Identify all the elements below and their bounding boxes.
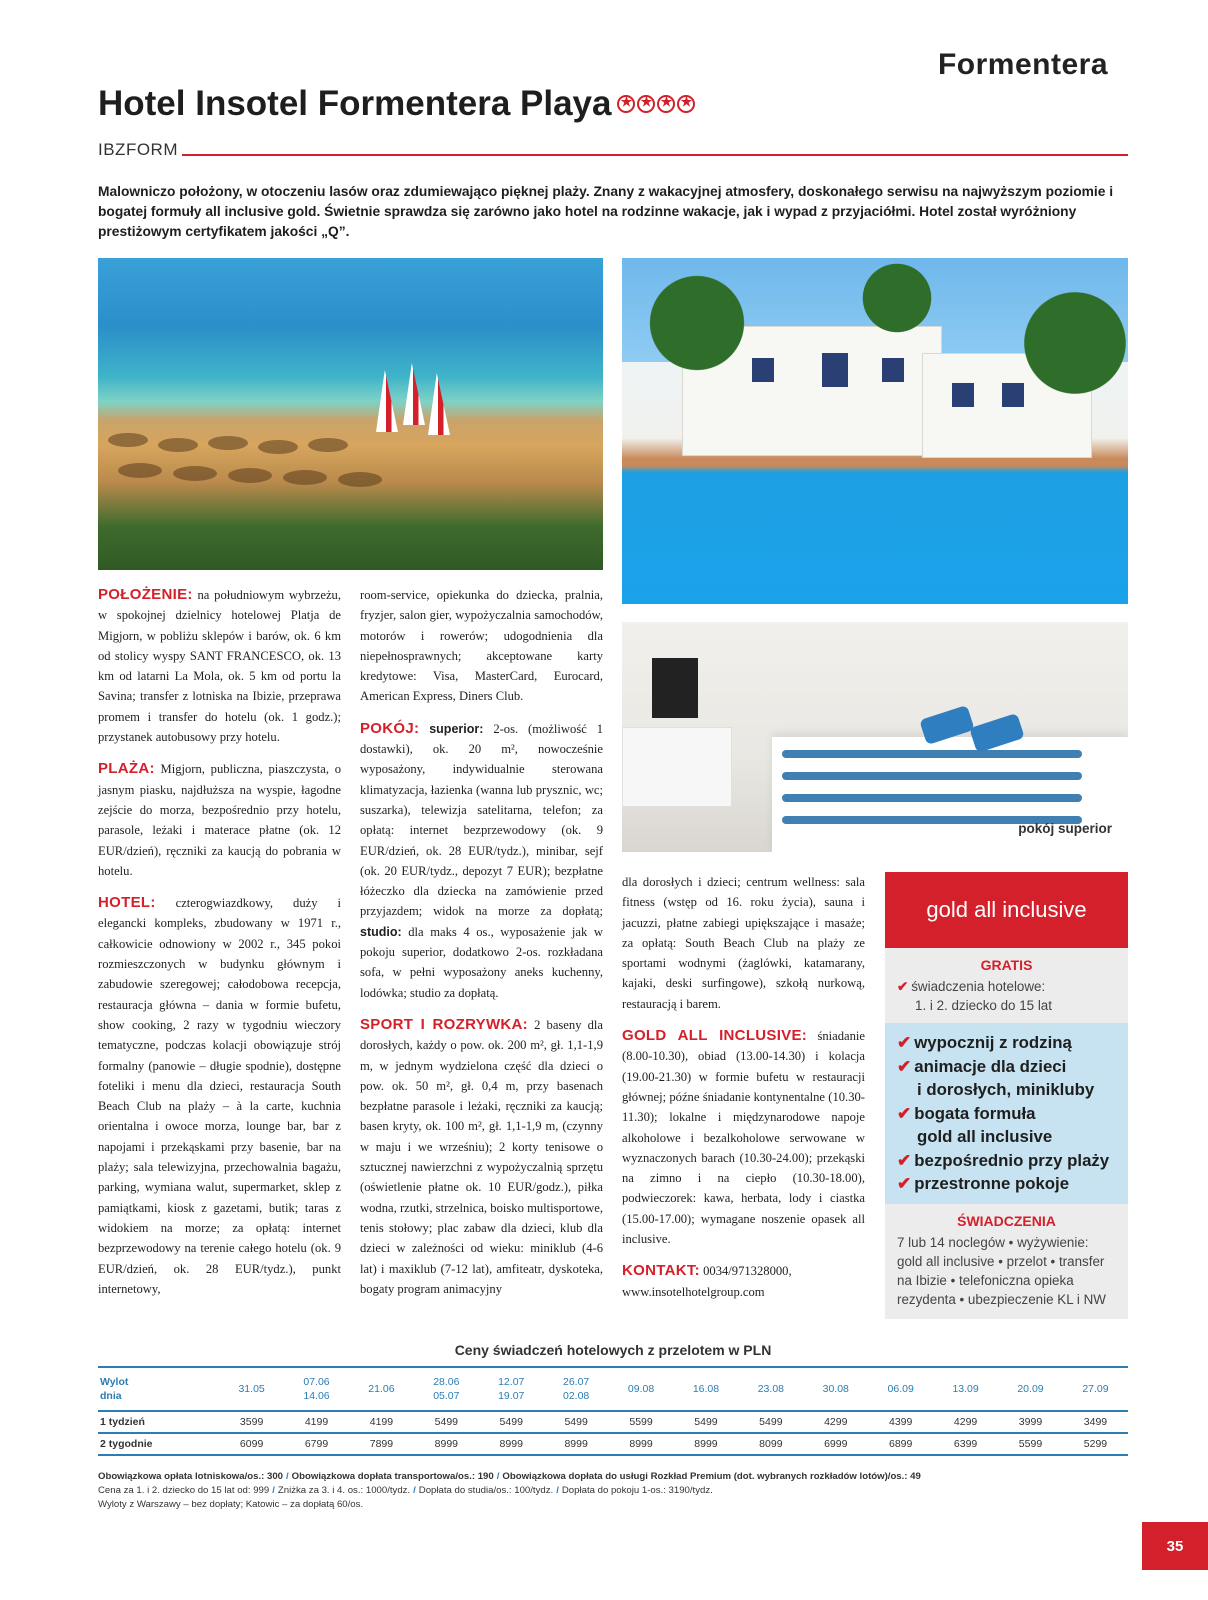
region-title: Formentera [937, 48, 1108, 81]
price-table-header [98, 1367, 1128, 1411]
star-icon [637, 95, 655, 113]
star-icon [677, 95, 695, 113]
feature-item: ✔ animacje dla dzieci [897, 1056, 1067, 1076]
section-title: POKÓJ: [360, 719, 420, 737]
section-title: HOTEL: [98, 894, 156, 912]
date-cell: 07.06 14.06 [284, 1367, 349, 1411]
gratis-line: 1. i 2. dziecko do 15 lat [915, 998, 1052, 1013]
check-icon: ✔ [897, 979, 909, 994]
sidebar-header: gold all inclusive [885, 872, 1128, 948]
section-gold [622, 1026, 865, 1249]
star-icon [657, 95, 675, 113]
section-hotel [98, 893, 341, 1299]
section-pokoj [360, 719, 603, 1003]
section-text: Migjorn, publiczna, piaszczysta, o jasnym piasku, najdłuższa na wyspie, łagodne zejście do morza, bezpośrednio przy hotelu, parasole, leżaki i materace płatne (ok. 12 EUR/dzień), ręczniki za kaucją do pobrania w hotelu. [98, 762, 341, 878]
section-title: PLAŻA: [98, 760, 155, 778]
column-2 [360, 585, 603, 1311]
section-kontakt [622, 1261, 865, 1302]
star-icon [617, 95, 635, 113]
gratis-line: świadczenia hotelowe: [911, 979, 1046, 994]
hotel-code: IBZFORM [98, 140, 178, 159]
room-photo [622, 622, 1128, 852]
table-row: 1 tydzień 3599 4199 4199 5499 5499 5499 5599 5499 5499 4299 4399 4299 3999 3499 [98, 1411, 1128, 1433]
note-line: Obowiązkowa opłata lotniskowa/os.: 300 / Obowiązkowa dopłata transportowa/os.: 190 / Obowiązkowa dopłata do usługi Rozkład Premium (dot. wybranych rozkładów lotów)/os.: 49 [98, 1471, 921, 1482]
date-cell: 20.09 [998, 1367, 1063, 1411]
check-icon: ✔ [897, 1103, 912, 1123]
section-title: SPORT I ROZRYWKA: [360, 1015, 528, 1033]
date-cell: 09.08 [609, 1367, 674, 1411]
table-row: 2 tygodnie 6099 6799 7899 8999 8999 8999 8999 8999 8099 6999 6899 6399 5599 5299 [98, 1433, 1128, 1455]
section-title: GOLD ALL INCLUSIVE: [622, 1027, 808, 1045]
check-icon: ✔ [897, 1056, 912, 1076]
sidebar [885, 872, 1128, 1319]
room-caption: pokój superior [1018, 821, 1112, 836]
section-text: 2 baseny dla dorosłych, każdy o pow. ok. 200 m², gł. 1,1-1,9 m, w jednym wydzielona część dla dzieci o pow. ok. 50 m², gł. 0,4 m, przy basenach bezpłatne parasole i leżaki, ręczniki za kaucją; basen kryty, ok. 100 m², gł. 1,1-1,9 m, (czynny w maju i we wrześniu); 2 korty tenisowe o sztucznej nawierzchni z wypożyczalnią sprzętu (oświetlenie płatne ok. 10 EUR/godz.), piłka wodna, rzutki, strzelnica, boisko multisportowe, tenis stołowy; plac zabaw dla dzieci, klub dla dzieci w zależności od wieku: miniklub (4-6 lat) i maxiklub (7-12 lat), amfiteatr, dyskoteka, bogaty program animacyjny [360, 1017, 603, 1296]
price-table [98, 1366, 1128, 1456]
section-text: czterogwiazdkowy, duży i elegancki kompleks, zbudowany w 1971 r., całkowicie odnowiony w 2002 r., 345 pokoi rozmieszczonych w budynku głównym i zabudowie szeregowej; całodobowa recepcja, restauracja główna – dania w formie bufetu, show cooking, 2 razy w tygodniu wieczory tematyczne, podczas kolacji obowiązuje strój formalny (panowie – długie spodnie), dostępne foteliki i menu dla dzieci, restauracja South Beach Club na plaży – à la carte, kuchnia orientalna i owoce morza, lounge bar, bar z napojami i przekąskami przy basenie, bar na plaży; sala telewizyjna, przechowalnia bagażu, parking, wymiana walut, supermarket, sklep z pamiątkami, kiosk z gazetami, butik; taras z widokiem na morze; za opłatą: internet bezprzewodowy na terenie całego hotelu (ok. 9 EUR/dzień, ok. 28 EUR/tydz.), punkt internetowy, [98, 896, 341, 1296]
header-divider [182, 154, 1128, 156]
departure-label: Wylot dnia [98, 1367, 219, 1411]
note-line: Cena za 1. i 2. dziecko do 15 lat od: 999 / Zniżka za 3. i 4. os.: 1000/tydz. / Dopłata do studia/os.: 100/tydz. / Dopłata do pokoju 1-os.: 3190/tydz. [98, 1485, 713, 1496]
date-cell: 16.08 [674, 1367, 739, 1411]
section-text: 2-os. (możliwość 1 dostawki), ok. 20 m², nowocześnie wyposażony, indywidualnie sterowana klimatyzacja, łazienka (wanna lub prysznic, wc; suszarka), telewizja satelitarna, telefon; za opłatą: internet bezprzewodowy (ok. 9 EUR/dzień, ok. 28 EUR/tydz.), minibar, sejf (ok. 20 EUR/tydz., depozyt 7 EUR); bezpłatne łóżeczko dla dziecka na zamówienie przed przyjazdem; widok na morze za dopłatą; [360, 721, 603, 919]
feature-item: ✔ przestronne pokoje [897, 1174, 1070, 1193]
date-cell: 28.06 05.07 [414, 1367, 479, 1411]
features-box [885, 1023, 1128, 1204]
feature-item: ✔ wypocznij z rodziną [897, 1033, 1072, 1052]
price-notes [98, 1470, 1128, 1512]
swiadczenia-box [885, 1204, 1128, 1319]
check-icon: ✔ [897, 1150, 912, 1170]
section-text: dla maks 4 os., wyposażenie jak w pokoju superior, dodatkowo 2-os. rozkładana sofa, w pełni wyposażony aneks kuchenny, lodówka; studio za dopłatą. [360, 924, 603, 1000]
hotel-name: Hotel Insotel Formentera Playa [98, 84, 612, 123]
date-cell: 13.09 [933, 1367, 998, 1411]
beach-photo [98, 258, 603, 570]
page-number: 35 [1142, 1522, 1208, 1570]
check-icon: ✔ [897, 1174, 912, 1193]
room-type-superior: superior: [429, 721, 484, 736]
star-rating [617, 95, 695, 113]
swiadczenia-title: ŚWIADCZENIA [957, 1212, 1056, 1229]
gratis-title: GRATIS [980, 957, 1033, 973]
contact-phone: 0034/971328000, [703, 1264, 792, 1279]
section-title: POŁOŻENIE: [98, 586, 193, 603]
section-polozenie [98, 585, 341, 747]
section-sport [360, 1015, 603, 1299]
feature-item-continued: i dorosłych, minikluby [917, 1080, 1095, 1099]
date-cell: 26.07 02.08 [544, 1367, 609, 1411]
gratis-box [885, 948, 1128, 1023]
swiadczenia-text: 7 lub 14 noclegów • wyżywienie: gold all inclusive • przelot • transfer na Ibizie • telefoniczna opieka rezydenta • ubezpieczenie KL i NW [897, 1234, 1106, 1307]
feature-item-continued: gold all inclusive [917, 1127, 1053, 1146]
room-type-studio: studio: [360, 924, 402, 939]
pool-photo [622, 258, 1128, 604]
section-hotel-continued: room-service, opiekunka do dziecka, pralnia, fryzjer, salon gier, wypożyczalnia samochodów, motorów i rowerów; udogodnienia dla niepełnosprawnych; akceptowane karty kredytowe: Visa, MasterCard, Eurocard, American Express, Diners Club. [360, 588, 603, 704]
feature-item: ✔ bogata formuła [897, 1103, 1036, 1123]
section-plaza [98, 759, 341, 881]
contact-website[interactable]: www.insotelhotelgroup.com [622, 1284, 765, 1299]
date-cell: 27.09 [1063, 1367, 1128, 1411]
note-line: Wyloty z Warszawy – bez dopłaty; Katowic – za dopłatą 60/os. [98, 1499, 364, 1510]
column-1 [98, 585, 341, 1311]
section-text: śniadanie (8.00-10.30), obiad (13.00-14.30) i kolacja (19.00-21.30) w formie bufetu w restauracji głównej; późne śniadanie kontynentalne (10.30-11.30); lokalne i międzynarodowe napoje alkoholowe i bezalkoholowe serwowane w wyznaczonych barach (10.30-24.00); przekąski na zimno i na ciepło (10.30-18.00), podwieczorek: kawa, herbata, lody i ciastka (15.00-17.00); wymagane noszenie opasek all inclusive. [622, 1029, 865, 1247]
hotel-title [98, 84, 695, 124]
date-cell: 31.05 [219, 1367, 284, 1411]
date-cell: 30.08 [803, 1367, 868, 1411]
price-table-title: Ceny świadczeń hotelowych z przelotem w PLN [454, 1342, 772, 1358]
feature-item: ✔ bezpośrednio przy plaży [897, 1150, 1110, 1170]
column-3 [622, 872, 865, 1314]
check-icon: ✔ [897, 1033, 912, 1052]
date-cell: 21.06 [349, 1367, 414, 1411]
section-text: na południowym wybrzeżu, w spokojnej dzielnicy hotelowej Platja de Migjorn, w pobliżu sklepów i barów, ok. 6 km od stolicy wyspy SANT FRANCESCO, ok. 13 km od latarni La Mola, ok. 5 km od portu la Savina; transfer z lotniska na Ibizie, przeprawa promem i transfer do hotelu (ok. 1 godz.); przystanek autobusowy przy hotelu. [98, 588, 341, 745]
date-cell: 06.09 [868, 1367, 933, 1411]
section-sport-continued: dla dorosłych i dzieci; centrum wellness: sala fitness (wstęp od 16. roku życia), sauna i jacuzzi, płatne zabiegi upiększające i masaże; za opłatą: South Beach Club na plaży ze sportami wodnymi (żaglówki, katamarany, kajaki, deski surfingowe), szkołą nurkową, restauracją i barem. [622, 875, 865, 1011]
date-cell: 23.08 [738, 1367, 803, 1411]
intro-text: Malowniczo położony, w otoczeniu lasów oraz zdumiewająco pięknej plaży. Znany z wakacyjnej atmosfery, doskonałego serwisu na najwyższym poziomie i bogatej formuły all inclusive gold. Świetnie sprawdza się zarówno jako hotel na rodzinne wakacje, jak i wypad z przyjaciółmi. Hotel został wyróżniony prestiżowym certyfikatem jakości „Q”. [98, 184, 1114, 239]
date-cell: 12.07 19.07 [479, 1367, 544, 1411]
section-title: KONTAKT: [622, 1262, 700, 1280]
